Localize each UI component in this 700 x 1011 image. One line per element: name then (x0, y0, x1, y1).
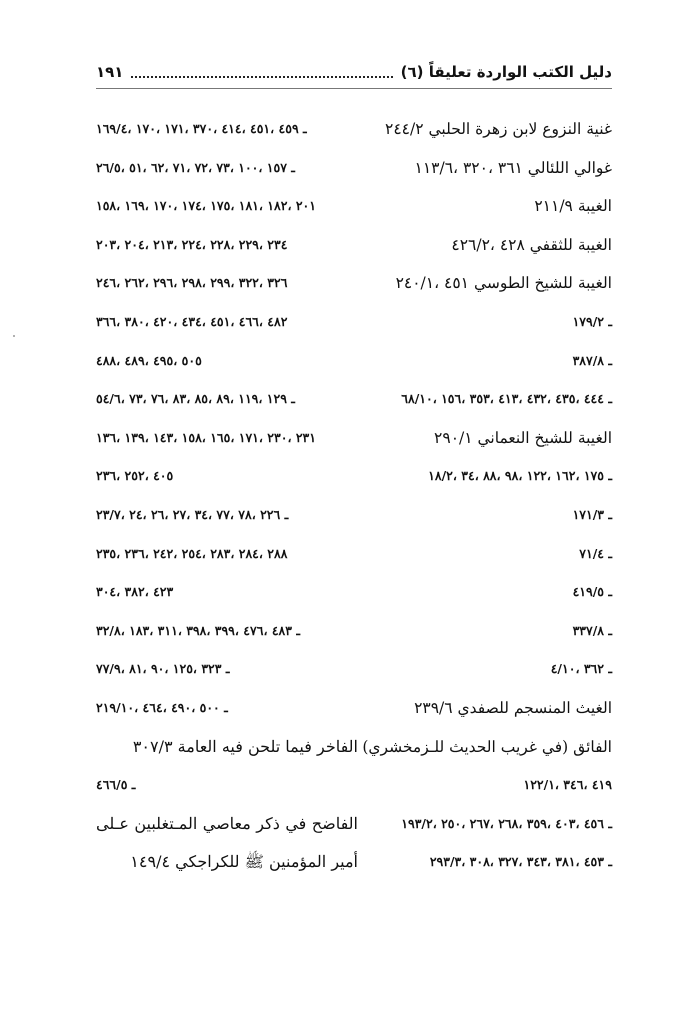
running-header-title: دليل الكتب الواردة تعليقاً (٦) (400, 63, 612, 81)
index-entry-references: ـ ٣٢٣ ،١٢٥ ،٩٠ ،٨١ ،٧٧/٩ (96, 661, 230, 677)
index-entry-title: غوالي اللئالي ٣٦١ ،٣٢٠ ،١١٣/٦ (414, 158, 612, 177)
index-column-right (362, 110, 612, 882)
index-entry-title: الغيبة للشيخ الطوسي ٤٥١ ،٢٤٠/١ (395, 274, 612, 293)
page-number: ١٩١ (96, 63, 124, 81)
index-entry-references: ٤٠٥ ،٢٥٢ ،٢٣٦ (96, 468, 174, 484)
index-entry-references: ـ ٤٥٣ ،٣٨١ ،٣٤٣ ،٣٢٧ ،٣٠٨ ،٢٩٣/٣ (429, 854, 612, 870)
index-entry-references: ٣٢٦ ،٣٢٢ ،٢٩٩ ،٢٩٨ ،٢٩٦ ،٢٦٢ ،٢٤٦ (96, 275, 288, 291)
index-entry-references: ٢٣١ ،٢٣٠ ،١٧١ ،١٦٥ ،١٥٨ ،١٤٣ ،١٣٩ ،١٣٦ (96, 429, 316, 445)
index-entry-references: ٢٠١ ،١٨٢ ،١٨١ ،١٧٥ ،١٧٤ ،١٧٠ ،١٦٩ ،١٥٨ (96, 198, 316, 214)
index-entry-title: الغيبة للثقفي ٤٢٨ ،٤٢٦/٢ (451, 235, 612, 254)
index-entry-references: ٤١٩ ،٣٤٦ ،١٢٢/١ (523, 777, 612, 793)
index-entry-title: أمير المؤمنين ﷺ للكراجكي ١٤٩/٤ (130, 852, 358, 872)
index-entry-references: ـ ١٧٥ ،١٦٢ ،١٢٢ ،٩٨ ،٨٨ ،٣٤ ،١٨/٢ (428, 468, 612, 484)
index-entry-references: ٤٨٢ ،٤٦٦ ،٤٥١ ،٤٣٤ ،٤٢٠ ،٣٨٠ ،٣٦٦ (96, 313, 288, 329)
index-entry-references: ـ ١٥٧ ،١٠٠ ،٧٣ ،٧٢ ،٧١ ،٦٢ ،٥١ ،٢٦/٥ (96, 159, 295, 175)
index-entry-references: ـ ٤٨٣ ،٤٧٦ ،٣٩٩ ،٣٩٨ ،٣١١ ،١٨٣ ،٣٢/٨ (96, 622, 301, 638)
margin-speck (13, 335, 15, 337)
index-entry-references: ـ ٤٦٦/٥ (96, 777, 136, 793)
index-entry-references: ـ ٤٥٦ ،٤٠٣ ،٣٥٩ ،٢٦٨ ،٢٦٧ ،٢٥٠ ،١٩٣/٢ (401, 815, 612, 831)
header-rule (96, 88, 612, 89)
index-entry-title: الغيبة ٢١١/٩ (534, 197, 612, 216)
index-entry-references: ـ ١٢٩ ،١١٩ ،٨٩ ،٨٥ ،٨٣ ،٧٦ ،٧٣ ،٥٤/٦ (96, 391, 295, 407)
running-header (96, 60, 612, 84)
index-entry-references: ـ ١٧٩/٢ (572, 313, 612, 329)
index-entry-references: ـ ٧١/٤ (579, 545, 612, 561)
header-dot-leader (131, 66, 392, 78)
index-entry-references: ـ ٣٦٢ ،٤/١٠ (550, 661, 612, 677)
index-entry-references: ـ ٣٣٧/٨ (572, 622, 612, 638)
index-entry-references: ٥٠٥ ،٤٩٥ ،٤٨٩ ،٤٨٨ (96, 352, 202, 368)
index-entry-references: ٤٢٣ ،٣٨٢ ،٣٠٤ (96, 584, 174, 600)
index-column-left (96, 110, 358, 882)
index-entry-references: ـ ٣٨٧/٨ (572, 352, 612, 368)
index-entry-title: الفائق (في غريب الحديث للـزمخشري) (362, 737, 612, 756)
index-entry-title: غنية النزوع لابن زهرة الحلبي ٢٤٤/٢ (385, 120, 612, 138)
index-entry-title: الغيث المنسجم للصفدي ٢٣٩/٦ (414, 698, 612, 717)
index-entry-references: ـ ١٧١/٣ (572, 506, 612, 522)
index-entry-references: ـ ٥٠٠ ،٤٩٠ ،٤٦٤ ،٢١٩/١٠ (96, 699, 228, 715)
index-entry-title: الفاخر فيما تلحن فيه العامة ٣٠٧/٣ (132, 736, 358, 756)
index-entry-references: ٢٣٤ ،٢٢٩ ،٢٢٨ ،٢٢٤ ،٢١٣ ،٢٠٤ ،٢٠٣ (96, 236, 288, 252)
index-entry-references: ـ ٤٤٤ ،٤٣٥ ،٤٣٢ ،٤١٣ ،٣٥٣ ،١٥٦ ،٦٨/١٠ (401, 391, 612, 407)
index-entry-references: ـ ٢٢٦ ،٧٨ ،٧٧ ،٣٤ ،٢٧ ،٢٦ ،٢٤ ،٢٣/٧ (96, 506, 289, 522)
index-entry-references: ـ ٤١٩/٥ (572, 584, 612, 600)
index-entry-references: ٢٨٨ ،٢٨٤ ،٢٨٣ ،٢٥٤ ،٢٤٢ ،٢٣٦ ،٢٣٥ (96, 545, 288, 561)
index-entry-title: الغيبة للشيخ النعماني ٢٩٠/١ (434, 428, 612, 447)
index-entry-references: ـ ٤٥٩ ،٤٥١ ،٤١٤ ،٣٧٠ ،١٧١ ،١٧٠ ،١٦٩/٤ (96, 121, 307, 136)
index-entry-title: الفاضح في ذكر معاصي المـتغلبين عـلى (96, 813, 358, 833)
